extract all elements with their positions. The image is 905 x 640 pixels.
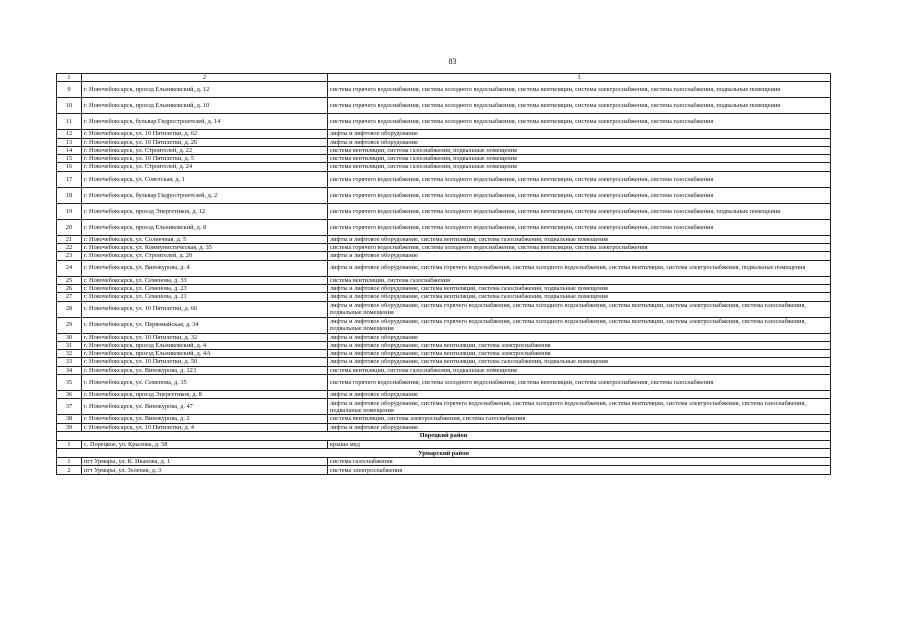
building-address: г. Новочебоксарск, ул. Винокурова, д. 123 (82, 366, 328, 374)
row-number: 28 (57, 301, 82, 317)
building-address: г. Новочебоксарск, ул. Строителей, д. 22 (82, 146, 328, 154)
building-address: г. Новочебоксарск, ул. Строителей, д. 24 (82, 163, 328, 171)
row-number: 13 (57, 138, 82, 146)
row-number: 26 (57, 284, 82, 292)
building-address: с. Порецкое, ул. Крылова, д. 58 (82, 440, 328, 448)
building-address: г. Новочебоксарск, проезд Ельниковский, д. 4 (82, 341, 328, 349)
building-address: г. Новочебоксарск, ул. Семенова, д. 21 (82, 293, 328, 301)
building-address: г. Новочебоксарск, ул. Семенова, д. 23 (82, 284, 328, 292)
building-address: г. Новочебоксарск, проезд Ельниковский, д. 10 (82, 98, 328, 114)
row-number: 10 (57, 98, 82, 114)
table-row (57, 374, 831, 390)
building-address: г. Новочебоксарск, ул. Винокурова, д. 47 (82, 399, 328, 415)
building-address: г. Новочебоксарск, проезд Ельниковский, д. 4А (82, 350, 328, 358)
building-systems: лифты и лифтовое оборудование (328, 252, 831, 260)
table-row (57, 130, 831, 138)
column-number-3: 3 (328, 74, 831, 82)
building-systems: лифты и лифтовое оборудование (328, 423, 831, 431)
table-row (57, 333, 831, 341)
row-number: 36 (57, 390, 82, 398)
district-heading-row (57, 431, 831, 440)
row-number: 27 (57, 293, 82, 301)
building-systems: система горячего водоснабжения, система холодного водоснабжения, система вентиляции, система электроснабжения (328, 244, 831, 252)
building-systems: лифты и лифтовое оборудование, система вентиляции, система электроснабжения (328, 341, 831, 349)
building-systems: лифты и лифтовое оборудование, система вентиляции, система газоснабжения, подвальные помещения (328, 358, 831, 366)
row-number: 16 (57, 163, 82, 171)
row-number: 18 (57, 187, 82, 203)
building-systems: лифты и лифтовое оборудование, система горячего водоснабжения, система холодного водоснабжения, система вентиляции, система электроснабжения, система газоснабжения, подвальные помещения (328, 399, 831, 415)
building-address: г. Новочебоксарск, бульвар Гидростроителей, д. 2 (82, 187, 328, 203)
building-address: г. Новочебоксарск, ул. 10 Пятилетки, д. 66 (82, 301, 328, 317)
building-systems: система вентиляции, система газоснабжения, подвальные помещения (328, 366, 831, 374)
row-number: 25 (57, 276, 82, 284)
table-row (57, 293, 831, 301)
building-systems: система вентиляции, система газоснабжения, подвальные помещения (328, 163, 831, 171)
table-row (57, 415, 831, 423)
building-address: г. Новочебоксарск, проезд Энергетиков, д. 8 (82, 390, 328, 398)
table-row (57, 423, 831, 431)
building-systems: лифты и лифтовое оборудование (328, 333, 831, 341)
register-table-body (57, 74, 831, 475)
building-address: пгт Урмары, ул. Зеленая, д. 3 (82, 466, 328, 474)
table-row (57, 244, 831, 252)
row-number: 11 (57, 114, 82, 130)
building-address: г. Новочебоксарск, проезд Ельниковский, д. 12 (82, 82, 328, 98)
building-address: г. Новочебоксарск, бульвар Гидростроителей, д. 14 (82, 114, 328, 130)
table-row (57, 82, 831, 98)
building-systems: система вентиляции, система газоснабжения (328, 276, 831, 284)
table-row (57, 301, 831, 317)
building-address: пгт Урмары, ул. К. Иванова, д. 1 (82, 458, 328, 466)
table-row (57, 458, 831, 466)
column-number-2: 2 (82, 74, 328, 82)
row-number: 38 (57, 415, 82, 423)
row-number: 24 (57, 260, 82, 276)
building-systems: система вентиляции, система газоснабжения, подвальные помещения (328, 146, 831, 154)
row-number: 1 (57, 458, 82, 466)
table-row (57, 466, 831, 474)
building-systems: система горячего водоснабжения, система холодного водоснабжения, система вентиляции, система электроснабжения, система газоснабжения (328, 374, 831, 390)
building-systems: система вентиляции, система газоснабжения, подвальные помещения (328, 155, 831, 163)
building-address: г. Новочебоксарск, ул. 10 Пятилетки, д. 50 (82, 358, 328, 366)
row-number: 1 (57, 440, 82, 448)
building-systems: система вентиляции, система электроснабжения, система газоснабжения (328, 415, 831, 423)
table-row (57, 366, 831, 374)
row-number: 23 (57, 252, 82, 260)
row-number: 32 (57, 350, 82, 358)
district-heading: Порецкий район (57, 431, 831, 440)
table-row (57, 284, 831, 292)
building-address: г. Новочебоксарск, ул. 10 Пятилетки, д. 62 (82, 130, 328, 138)
row-number: 19 (57, 203, 82, 219)
building-systems: лифты и лифтовое оборудование (328, 390, 831, 398)
row-number: 9 (57, 82, 82, 98)
row-number: 17 (57, 171, 82, 187)
register-table (56, 73, 831, 475)
building-address: г. Новочебоксарск, ул. Советская, д. 1 (82, 171, 328, 187)
building-address: г. Новочебоксарск, ул. 10 Пятилетки, д. 4 (82, 423, 328, 431)
row-number: 34 (57, 366, 82, 374)
building-systems: система горячего водоснабжения, система холодного водоснабжения, система вентиляции, система электроснабжения, система газоснабжения (328, 187, 831, 203)
table-row (57, 163, 831, 171)
building-systems: лифты и лифтовое оборудование, система вентиляции, система газоснабжения, подвальные помещения (328, 284, 831, 292)
building-address: г. Новочебоксарск, проезд Энергетиков, д. 12 (82, 203, 328, 219)
row-number: 30 (57, 333, 82, 341)
row-number: 14 (57, 146, 82, 154)
building-systems: лифты и лифтовое оборудование, система вентиляции, система газоснабжения, подвальные помещения (328, 235, 831, 243)
building-systems: система горячего водоснабжения, система холодного водоснабжения, система вентиляции, система электроснабжения, система газоснабжения, подвальные помещения (328, 82, 831, 98)
building-systems: система горячего водоснабжения, система холодного водоснабжения, система вентиляции, система электроснабжения, система газоснабжения (328, 114, 831, 130)
table-row (57, 440, 831, 448)
row-number: 33 (57, 358, 82, 366)
building-systems: система горячего водоснабжения, система холодного водоснабжения, система вентиляции, система электроснабжения, система газоснабжения (328, 219, 831, 235)
building-address: г. Новочебоксарск, проезд Ельниковский, д. 8 (82, 219, 328, 235)
table-row (57, 138, 831, 146)
table-row (57, 276, 831, 284)
table-row (57, 317, 831, 333)
building-address: г. Новочебоксарск, ул. Первомайская, д. 34 (82, 317, 328, 333)
building-systems: система горячего водоснабжения, система холодного водоснабжения, система вентиляции, система электроснабжения, система газоснабжения, подвальные помещения (328, 203, 831, 219)
building-systems: крыша мкд (328, 440, 831, 448)
table-row (57, 399, 831, 415)
building-systems: лифты и лифтовое оборудование, система вентиляции, система электроснабжения (328, 350, 831, 358)
building-address: г. Новочебоксарск, ул. 10 Пятилетки, д. 32 (82, 333, 328, 341)
row-number: 15 (57, 155, 82, 163)
table-row (57, 350, 831, 358)
table-row (57, 187, 831, 203)
table-row (57, 155, 831, 163)
building-systems: лифты и лифтовое оборудование (328, 138, 831, 146)
building-systems: система электроснабжения (328, 466, 831, 474)
district-heading-row (57, 449, 831, 458)
table-row (57, 114, 831, 130)
building-address: г. Новочебоксарск, ул. Строителей, д. 20 (82, 252, 328, 260)
building-systems: система горячего водоснабжения, система холодного водоснабжения, система вентиляции, система электроснабжения, система газоснабжения, подвальные помещения (328, 98, 831, 114)
row-number: 20 (57, 219, 82, 235)
building-address: г. Новочебоксарск, ул. 10 Пятилетки, д. 5 (82, 155, 328, 163)
building-systems: лифты и лифтовое оборудование, система горячего водоснабжения, система холодного водоснабжения, система вентиляции, система электроснабжения, система газоснабжения, подвальные помещения (328, 317, 831, 333)
building-systems: лифты и лифтовое оборудование, система вентиляции, система газоснабжения, подвальные помещения (328, 293, 831, 301)
table-row (57, 358, 831, 366)
building-address: г. Новочебоксарск, ул. Винокурова, д. 4 (82, 260, 328, 276)
table-row (57, 390, 831, 398)
row-number: 2 (57, 466, 82, 474)
building-address: г. Новочебоксарск, ул. Семенова, д. 35 (82, 374, 328, 390)
building-address: г. Новочебоксарск, ул. Винокурова, д. 2 (82, 415, 328, 423)
table-row (57, 260, 831, 276)
building-systems: лифты и лифтовое оборудование (328, 130, 831, 138)
building-address: г. Новочебоксарск, ул. Семенова, д. 33 (82, 276, 328, 284)
row-number: 35 (57, 374, 82, 390)
table-row (57, 98, 831, 114)
row-number: 37 (57, 399, 82, 415)
building-address: г. Новочебоксарск, ул. Солнечная, д. 5 (82, 235, 328, 243)
building-systems: лифты и лифтовое оборудование, система горячего водоснабжения, система холодного водоснабжения, система вентиляции, система электроснабжения, система газоснабжения, подвальные помещения (328, 301, 831, 317)
table-row (57, 171, 831, 187)
row-number: 29 (57, 317, 82, 333)
table-row (57, 252, 831, 260)
table-row (57, 146, 831, 154)
table-row (57, 203, 831, 219)
row-number: 12 (57, 130, 82, 138)
building-address: г. Новочебоксарск, ул. Коммунистическая, д. 35 (82, 244, 328, 252)
column-number-1: 1 (57, 74, 82, 82)
column-number-header-row (57, 74, 831, 82)
table-row (57, 341, 831, 349)
page-number: 83 (448, 57, 457, 66)
table-row (57, 219, 831, 235)
row-number: 22 (57, 244, 82, 252)
row-number: 21 (57, 235, 82, 243)
building-systems: система газоснабжения (328, 458, 831, 466)
row-number: 31 (57, 341, 82, 349)
building-systems: система горячего водоснабжения, система холодного водоснабжения, система вентиляции, система электроснабжения, система газоснабжения (328, 171, 831, 187)
table-row (57, 235, 831, 243)
building-address: г. Новочебоксарск, ул. 10 Пятилетки, д. 26 (82, 138, 328, 146)
row-number: 39 (57, 423, 82, 431)
building-systems: лифты и лифтовое оборудование, система горячего водоснабжения, система холодного водоснабжения, система вентиляции, система электроснабжения, подвальные помещения (328, 260, 831, 276)
district-heading: Урмарский район (57, 449, 831, 458)
